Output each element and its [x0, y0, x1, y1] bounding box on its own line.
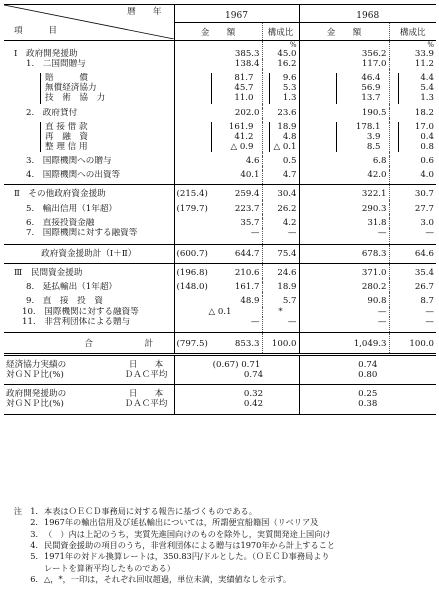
nonprofit-1967-ratio: — [262, 317, 299, 333]
japan-label: 日 本 [128, 389, 164, 400]
row-label-bilateral-grant: 1. 二国間贈与 [26, 59, 86, 69]
loan-breakdown-1968-ratios: 17.0 0.4 0.8 [389, 122, 436, 152]
intl-finance-7-1968-amount: — [299, 228, 389, 245]
bilateral-grant-1967-ratio: 16.2 [262, 59, 299, 69]
intl-finance-7-1968-ratio: — [389, 228, 436, 245]
row-label-intl-grant: 3. 国際機関への贈与 [26, 156, 112, 167]
gnp-oda-1968: 0.25 0.38 [299, 385, 436, 414]
export-credit-1967-ratio: 26.2 [262, 204, 299, 214]
loan-breakdown-1968-amounts: 178.1 3.9 8.5 [299, 122, 389, 152]
gov-total-1968-ratio: 64.6 [389, 244, 436, 263]
private-1967-amount: (196.8) 210.6 [174, 264, 262, 279]
gov-loan-1967-ratio: 23.6 [262, 108, 299, 118]
nonprofit-1968-ratio: — [389, 317, 436, 333]
oda-1968-amount: 356.2 [299, 40, 389, 59]
note-5-cont: レートを算術平均したものである） [44, 562, 176, 573]
japan-label: 日 本 [128, 359, 164, 370]
grant-breakdown-1967-amounts: 81.7 45.7 11.0 [174, 73, 262, 103]
export-credit-1967-amount: (179.7) 223.7 [174, 204, 262, 214]
row-label-export-credit: 5. 輸出信用（1年超） [26, 203, 118, 214]
export-credit-1968-amount: 290.3 [299, 204, 389, 214]
note-5: 5. 1971年の対ドル換算レートは，350.83円/ドルとした。（ＯＥＣＤ事務局より [30, 551, 330, 562]
nonprofit-1968-amount: — [299, 317, 389, 333]
dac-avg-label: ＤＡＣ平均 [124, 399, 168, 410]
gnp-oda-1967: 0.32 0.42 [174, 385, 299, 414]
intl-invest-1967-ratio: 4.7 [262, 170, 299, 185]
gnp-econ-1968: 0.74 0.80 [299, 354, 436, 384]
intl-invest-1967-amount: 40.1 [174, 170, 262, 185]
total-1968-amount: 1,049.3 [299, 332, 389, 354]
oda-1967-ratio: % 45.0 [262, 40, 299, 59]
direct-finance-1968-amount: 31.8 [299, 218, 389, 228]
note-2: 2. 1967年の輸出信用及び延払輸出については，所謂便宜船籍国（リベリア及 [30, 517, 319, 528]
note-6: 6. △，*，一印は，それぞれ回収超過，単位未満，実績値なしを示す。 [30, 573, 292, 584]
intl-finance-10-1968-ratio: — [389, 307, 436, 317]
direct-invest-1968-amount: 90.8 [299, 296, 389, 306]
row-label-other-gov: Ⅱ その他政府資金援助 [14, 189, 106, 200]
intl-finance-7-1967-amount: — [174, 228, 262, 245]
private-1968-amount: 371.0 [299, 264, 389, 279]
row-label-nonprofit: 11. 非営利団体による贈与 [22, 316, 131, 327]
row-label-total: 合 計 [84, 338, 154, 349]
corner-header [4, 5, 174, 41]
total-1967-ratio: 100.0 [262, 332, 299, 354]
ratio-header-1968: 構成比 [389, 22, 436, 40]
intl-invest-1968-amount: 42.0 [299, 170, 389, 185]
direct-invest-1968-ratio: 8.7 [389, 296, 436, 306]
percent-mark: % [289, 40, 297, 49]
oda-1968-ratio: % 33.9 [389, 40, 436, 59]
row-label-direct-finance: 6. 直接投資金融 [26, 217, 95, 228]
gov-loan-1968-amount: 190.5 [299, 108, 389, 118]
refinance-label: 再 融 資 [45, 131, 88, 142]
row-label-private: Ⅲ 民間資金援助 [14, 268, 83, 279]
loan-breakdown-1967-amounts: 161.9 41.2 △ 0.9 [174, 122, 262, 152]
intl-finance-10-1967-amount: △ 0.1 [174, 307, 262, 317]
direct-finance-1967-amount: 35.7 [174, 218, 262, 228]
direct-invest-1967-ratio: 5.7 [262, 296, 299, 306]
grant-breakdown-1968-ratios: 4.4 5.4 1.3 [389, 73, 436, 103]
row-label-direct-invest: 9. 直 接 投 資 [26, 296, 103, 307]
row-label-intl-invest: 4. 国際機関への出資等 [26, 170, 121, 181]
intl-grant-1968-amount: 6.8 [299, 156, 389, 166]
gnp-econ-1967: (0.67) 0.71 0.74 [174, 354, 299, 384]
intl-finance-7-1967-ratio: — [262, 228, 299, 245]
intl-grant-1967-ratio: 0.5 [262, 156, 299, 166]
tech-coop-label: 技 術 協 力 [45, 93, 106, 104]
gnp-econ-label: 経済協力実績の 対ＧＮＰ比(%) 日 本 ＤＡＣ平均 [6, 359, 168, 381]
gov-total-1967-amount: (600.7) 644.7 [174, 244, 262, 263]
row-label-intl-finance-10: 10. 国際機関に対する融資等 [22, 306, 139, 317]
gnp-oda-label: 政府開発援助の 対ＧＮＰ比(%) 日 本 ＤＡＣ平均 [6, 389, 168, 410]
direct-loan-label: 直 接 借 款 [45, 121, 88, 132]
corner-bottom-label: 項 目 [14, 26, 57, 37]
note-4: 4. 民間資金援助の項目のうち，非営利団体による贈与は1970年から計上すること [30, 539, 336, 550]
intl-invest-1968-ratio: 4.0 [389, 170, 436, 185]
loan-breakdown-1967-ratios: 18.9 4.8 △ 0.1 [262, 122, 299, 152]
ratio-header-1967: 構成比 [262, 22, 299, 40]
row-label-deferred-export: 8. 延払輸出（1年超） [26, 282, 118, 293]
intl-finance-10-1967-ratio: * [262, 307, 299, 317]
row-label-gov-total: 政府資金援助計（Ⅰ＋Ⅱ） [41, 248, 137, 259]
bilateral-grant-1968-amount: 117.0 [299, 59, 389, 69]
deferred-export-1967-amount: (148.0) 161.7 [174, 282, 262, 292]
total-1967-amount: (797.5) 853.3 [174, 332, 262, 354]
grant-breakdown-labels [4, 73, 174, 103]
deferred-export-1967-ratio: 18.9 [262, 282, 299, 292]
gov-total-1968-amount: 678.3 [299, 244, 389, 263]
oda-statistics-table [4, 4, 436, 415]
grant-breakdown-1968-amounts: 46.4 56.9 13.7 [299, 73, 389, 103]
footnotes [4, 506, 436, 585]
percent-mark: % [427, 40, 434, 49]
direct-invest-1967-amount: 48.9 [174, 296, 262, 306]
bilateral-grant-1967-amount: 138.4 [174, 59, 262, 69]
amount-header-1968: 金 額 [299, 22, 389, 40]
row-label-oda: Ⅰ 政府開発援助 [14, 48, 78, 59]
private-1968-ratio: 35.4 [389, 264, 436, 279]
reparations-label: 賠 償 [45, 73, 88, 84]
gov-loan-1967-amount: 202.0 [174, 108, 262, 118]
note-1: 注 1. 本表はＯＥＣＤ事務局に対する報告に基づくものである。 [13, 506, 257, 516]
deferred-export-1968-amount: 280.2 [299, 282, 389, 292]
amount-header-1967: 金 額 [174, 22, 262, 40]
export-credit-1968-ratio: 27.7 [389, 204, 436, 214]
other-gov-1967-amount: (215.4) 259.4 [174, 185, 262, 200]
intl-finance-10-1968-amount: — [299, 307, 389, 317]
oda-1967-amount: 385.3 [174, 40, 262, 59]
year-1967-header: 1967 [174, 5, 299, 23]
debt-consolidation-label: 整 理 信 用 [45, 141, 88, 152]
nonprofit-1967-amount: — [174, 317, 262, 333]
other-gov-1968-ratio: 30.7 [389, 185, 436, 200]
dac-avg-label: ＤＡＣ平均 [124, 370, 168, 381]
year-1968-header: 1968 [299, 5, 436, 23]
row-label-intl-finance-7: 7. 国際機関に対する融資等 [26, 227, 138, 238]
note-3: 3. （ ）内は上記のうち，実質先進国向けのものを除外し，実質開発途上国向け [30, 528, 331, 539]
corner-top-label: 暦 年 [127, 7, 162, 17]
other-gov-1967-ratio: 30.4 [262, 185, 299, 200]
row-label-gov-loan: 2. 政府貸付 [26, 107, 78, 118]
grant-aid-label: 無償経済協力 [45, 83, 97, 94]
private-1967-ratio: 24.6 [262, 264, 299, 279]
intl-grant-1968-ratio: 0.6 [389, 156, 436, 166]
gov-total-1967-ratio: 75.4 [262, 244, 299, 263]
loan-breakdown-labels [4, 122, 174, 152]
deferred-export-1968-ratio: 26.7 [389, 282, 436, 292]
direct-finance-1968-ratio: 3.0 [389, 218, 436, 228]
direct-finance-1967-ratio: 4.2 [262, 218, 299, 228]
other-gov-1968-amount: 322.1 [299, 185, 389, 200]
total-1968-ratio: 100.0 [389, 332, 436, 354]
bilateral-grant-1968-ratio: 11.2 [389, 59, 436, 69]
gov-loan-1968-ratio: 18.2 [389, 108, 436, 118]
intl-grant-1967-amount: 4.6 [174, 156, 262, 166]
grant-breakdown-1967-ratios: 9.6 5.3 1.3 [262, 73, 299, 103]
